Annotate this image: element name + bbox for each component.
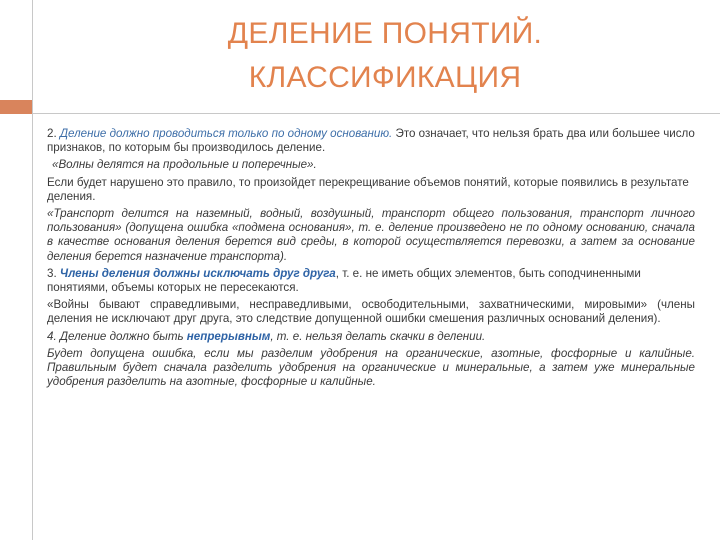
rule-4-suffix: , т. е. нельзя делать скачки в делении. [270,329,486,343]
slide-body [47,127,695,392]
wars-example: «Войны бывают справедливыми, несправедливыми, освободительными, захватническими, мировыми» (члены деления не исключают друг друга, это следствие допущенной ошибки смешения различных оснований деления). [47,298,695,326]
rule-4-keyword: непрерывным [186,329,271,343]
slide-title [150,12,620,100]
rule-2-explanation: Это означает, что нельзя брать два или большее число признаков, по которым бы производилось деление. [47,127,695,155]
rule-2-number: 2. [47,127,60,140]
rule-3-paragraph [47,267,695,295]
title-accent-bar [0,100,32,114]
transport-example: «Транспорт делится на наземный, водный, воздушный, транспорт общего пользования, транспорт личного пользования» (допущена ошибка «подмена основания», т. е. деление произведено не по одному основанию, сначала в качестве основания деления берется вид среды, в которой осуществляется перевозки, а затем за основание деления берется назначение транспорта). [47,207,695,263]
rule-2-paragraph [47,127,695,155]
rule-2-statement: Деление должно проводиться только по одному основанию. [59,127,393,140]
rule-3-explanation: , т. е. не иметь общих элементов, быть соподчиненными понятиями, объемы которых не пересекаются. [47,266,641,295]
rule-4-prefix: 4. Деление должно быть [47,329,187,343]
rule-4-paragraph [47,330,695,344]
title-divider [32,113,720,114]
title-line-1: ДЕЛЕНИЕ ПОНЯТИЙ. [227,17,543,50]
rule-3-statement: Члены деления должны исключать друг друга [59,266,336,280]
fertilizer-example: Будет допущена ошибка, если мы разделим удобрения на органические, азотные, фосфорные и калийные. Правильным будет сначала разделить удобрения на органические и минеральные, а затем уже минеральные удобрения разделить на азотные, фосфорные и калийные. [47,346,695,389]
title-line-2: КЛАССИФИКАЦИЯ [248,61,522,94]
violation-paragraph: Если будет нарушено это правило, то произойдет перекрещивание объемов понятий, которые появились в результате деления. [47,175,689,203]
slide-left-border [32,0,33,540]
rule-3-number: 3. [47,266,60,280]
waves-example: «Волны делятся на продольные и поперечные». [52,158,317,172]
